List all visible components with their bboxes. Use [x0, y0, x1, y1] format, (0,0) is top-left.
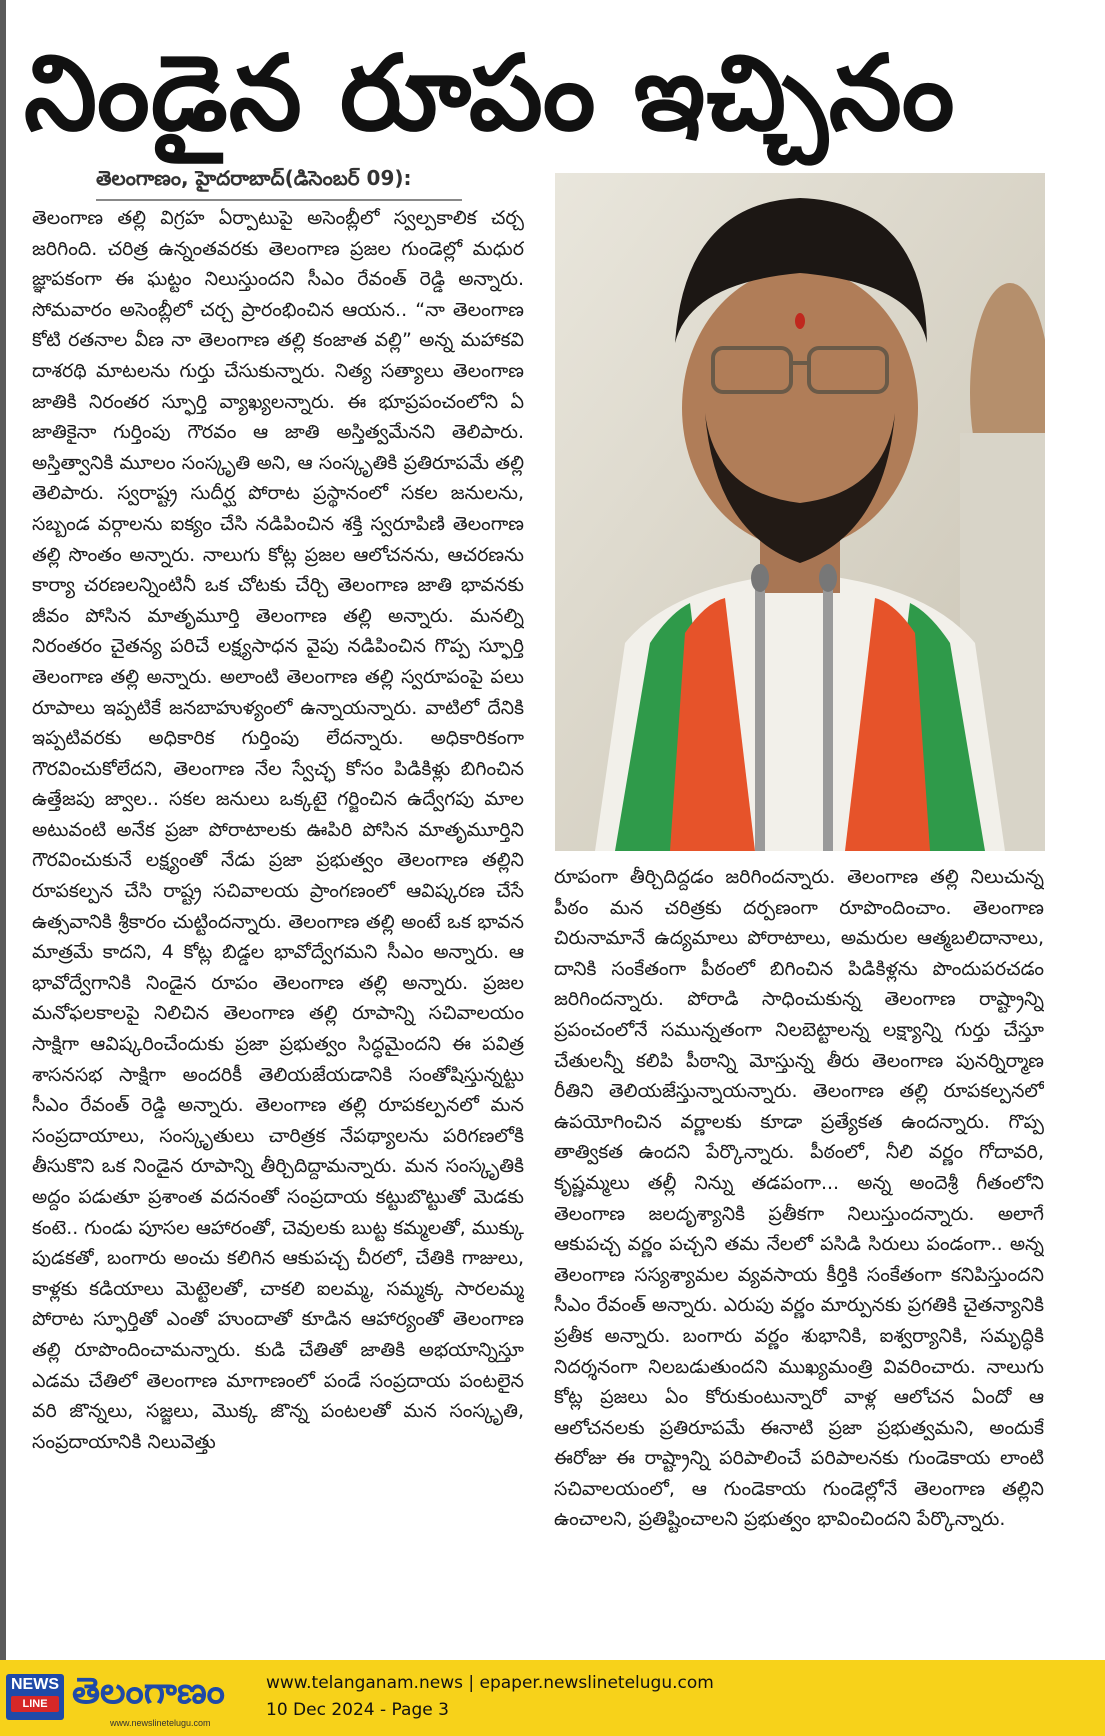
page-footer [0, 1660, 1105, 1736]
article-headline: నిండైన రూపం ఇచ్చినం [24, 32, 956, 154]
footer-urls[interactable]: www.telanganam.news | epaper.newslinetelugu.com [266, 1673, 714, 1693]
logo-site-url: www.newslinetelugu.com [110, 1718, 211, 1728]
telanganam-logo: తెలంగాణం [72, 1671, 225, 1712]
article-dateline: తెలంగాణం, హైదరాబాద్(డిసెంబర్ 09): [96, 166, 462, 201]
article-body-left-column: తెలంగాణ తల్లి విగ్రహ ఏర్పాటుపై అసెంబ్లీలో స్వల్పకాలిక చర్చ జరిగింది. చరిత్ర ఉన్నంతవరకు తెలంగాణ ప్రజల గుండెల్లో మధుర జ్ఞాపకంగా ఈ ఘట్టం నిలుస్తుందని సీఎం రేవంత్ రెడ్డి అన్నారు. సోమవారం అసెంబ్లీలో చర్చ ప్రారంభించిన ఆయన.. “నా తెలంగాణ కోటి రతనాల వీణ నా తెలంగాణ తల్లి కంజాత వల్లి” అన్న మహాకవి దాశరథి మాటలను గుర్తు చేసుకున్నారు. నిత్య సత్యాలు తెలంగాణ జాతికి నిరంతర స్ఫూర్తి వ్యాఖ్యలన్నారు. ఈ భూప్రపంచంలోని ఏ జాతికైనా గుర్తింపు గౌరవం ఆ జాతి అస్తిత్వమేనని తెలిపారు. అస్తిత్వానికి మూలం సంస్కృతి అని, ఆ సంస్కృతికి ప్రతిరూపమే తల్లి తెలిపారు. స్వరాష్ట్ర సుదీర్ఘ పోరాట ప్రస్థానంలో సకల జనులను, సబ్బండ వర్గాలను ఐక్యం చేసి నడిపించిన శక్తి స్వరూపిణి తెలంగాణ తల్లి సొంతం అన్నారు. నాలుగు కోట్ల ప్రజల ఆలోచనను, ఆచరణను కార్యా చరణలన్నింటినీ ఒక చోటకు చేర్చి తెలంగాణ జాతి భావనకు జీవం పోసిన మాతృమూర్తి తెలంగాణ తల్లి అన్నారు. మనల్ని నిరంతరం చైతన్య పరిచే లక్ష్యసాధన వైపు నడిపించిన గొప్ప స్ఫూర్తి తెలంగాణ తల్లి అన్నారు. అలాంటి తెలంగాణ తల్లి స్వరూపంపై పలు రూపాలు ఇప్పటికే జనబాహుళ్యంలో ఉన్నాయన్నారు. వాటిలో దేనికి ఇప్పటివరకు అధికారిక గుర్తింపు లేదన్నారు. అధికారికంగా గౌరవించుకోలేదని, తెలంగాణ నేల స్వేచ్ఛ కోసం పిడికిళ్లు బిగించిన ఉత్తేజపు జ్వాల.. సకల జనులు ఒక్కటై గర్జించిన ఉద్వేగపు మాల అటువంటి అనేక ప్రజా పోరాటాలకు ఊపిరి పోసిన మాతృమూర్తిని గౌరవించుకునే లక్ష్యంతో నేడు ప్రజా ప్రభుత్వం తెలంగాణ తల్లిని రూపకల్పన చేసి రాష్ట్ర సచివాలయ ప్రాంగణంలో ఆవిష్కరణ చేసే ఉత్సవానికి శ్రీకారం చుట్టిందన్నారు. తెలంగాణ తల్లి అంటే ఒక భావన మాత్రమే కాదని, 4 కోట్ల బిడ్డల భావోద్వేగమని సీఎం అన్నారు. ఆ భావోద్వేగానికి నిండైన రూపం తెలంగాణ తల్లి అన్నారు. ప్రజల మనోఫలకాలపై నిలిచిన తెలంగాణ తల్లి రూపాన్ని సచివాలయం సాక్షిగా ఆవిష్కరించేందుకు ప్రజా ప్రభుత్వం సిద్ధమైందని ఈ పవిత్ర శాసనసభ సాక్షిగా అందరికీ తెలియజేయడానికి సంతోషిస్తున్నట్టు సీఎం రేవంత్ రెడ్డి అన్నారు. తెలంగాణ తల్లి రూపకల్పనలో మన సంప్రదాయాలు, సంస్కృతులు చారిత్రక నేపథ్యాలను పరిగణలోకి తీసుకొని ఒక నిండైన రూపాన్ని తీర్చిదిద్దామన్నారు. మన సంస్కృతికి అద్దం పడుతూ ప్రశాంత వదనంతో సంప్రదాయ కట్టుబొట్టుతో మెడకు కంటె.. గుండు పూసల ఆహారంతో, చెవులకు బుట్ట కమ్మలతో, ముక్కు పుడకతో, బంగారు అంచు కలిగిన ఆకుపచ్చ చీరలో, చేతికి గాజులు, కాళ్లకు కడియాలు మెట్టెలతో, చాకలి ఐలమ్మ, సమ్మక్క సారలమ్మ పోరాట స్ఫూర్తితో ఎంతో హుందాతో కూడిన ఆహార్యంతో తెలంగాణ తల్లి రూపొందించామన్నారు. కుడి చేతితో జాతికి అభయాన్నిస్తూ ఎడమ చేతిలో తెలంగాణ మాగాణంలో పండే సంప్రదాయ పంటలైన వరి జొన్నలు, సజ్జలు, మొక్క జొన్న పంటలతో మన సంస్కృతి, సంప్రదాయానికి నిలువెత్తు [32, 207, 524, 1453]
article-body-right-column: రూపంగా తీర్చిదిద్దడం జరిగిందన్నారు. తెలంగాణ తల్లి నిలుచున్న పీఠం మన చరిత్రకు దర్పణంగా రూపొందించాం. తెలంగాణ చిరునామానే ఉద్యమాలు పోరాటాలు, అమరుల ఆత్మబలిదానాలు, దానికి సంకేతంగా పీఠంలో బిగించిన పిడికిళ్లను పొందుపరచడం జరిగిందన్నారు. పోరాడి సాధించుకున్న తెలంగాణ రాష్ట్రాన్ని ప్రపంచంలోనే సమున్నతంగా నిలబెట్టాలన్న లక్ష్యాన్ని గుర్తు చేస్తూ చేతులన్నీ కలిపి పీఠాన్ని మోస్తున్న తీరు తెలంగాణ పునర్నిర్మాణ రీతిని తెలియజేస్తున్నాయన్నారు. తెలంగాణ తల్లి రూపకల్పనలో ఉపయోగించిన వర్ణాలకు కూడా ప్రత్యేకత ఉందన్నారు. గొప్ప తాత్వికత ఉందని పేర్కొన్నారు. పీఠంలో, నీలి వర్ణం గోదావరి, కృష్ణమ్మలు తల్లీ నిన్ను తడపంగా... అన్న అందెశ్రీ గీతంలోని తెలంగాణ జలదృశ్యానికి ప్రతీకగా నిలుస్తుందన్నారు. అలాగే ఆకుపచ్చ వర్ణం పచ్చని తమ నేలలో పసిడి సిరులు పండంగా.. అన్న తెలంగాణ సస్యశ్యామల వ్యవసాయ కీర్తికి సంకేతంగా కనిపిస్తుందని సీఎం రేవంత్ అన్నారు. ఎరుపు వర్ణం మార్పునకు ప్రగతికి చైతన్యానికి ప్రతీక అన్నారు. బంగారు వర్ణం శుభానికి, ఐశ్వర్యానికి, సమృద్ధికి నిదర్శనంగా నిలబడుతుందని ముఖ్యమంత్రి వివరించారు. నాలుగు కోట్ల ప్రజలు ఏం కోరుకుంటున్నారో వాళ్ల ఆలోచన ఏందో ఆ ఆలోచనలకు ప్రతిరూపమే ఈనాటి ప్రజా ప్రభుత్వమని, అందుకే ఈరోజు ఈ రాష్ట్రాన్ని పరిపాలించే పరిపాలనకు గుండెకాయ లాంటి సచివాలయంలో, ఆ గుండెకాయ గుండెల్లోనే తెలంగాణ తల్లిని ఉంచాలని, ప్రతిష్టించాలని ప్రభుత్వం భావించిందని పేర్కొన్నారు. [554, 866, 1044, 1531]
newsline-logo-news: NEWS [11, 1676, 59, 1693]
left-border-rule [0, 0, 6, 1660]
newsline-logo [6, 1674, 64, 1720]
speaker-portrait-image [555, 173, 1045, 851]
footer-date-page: 10 Dec 2024 - Page 3 [266, 1700, 449, 1720]
article-photo [555, 173, 1045, 851]
newsline-logo-line: LINE [11, 1696, 59, 1712]
